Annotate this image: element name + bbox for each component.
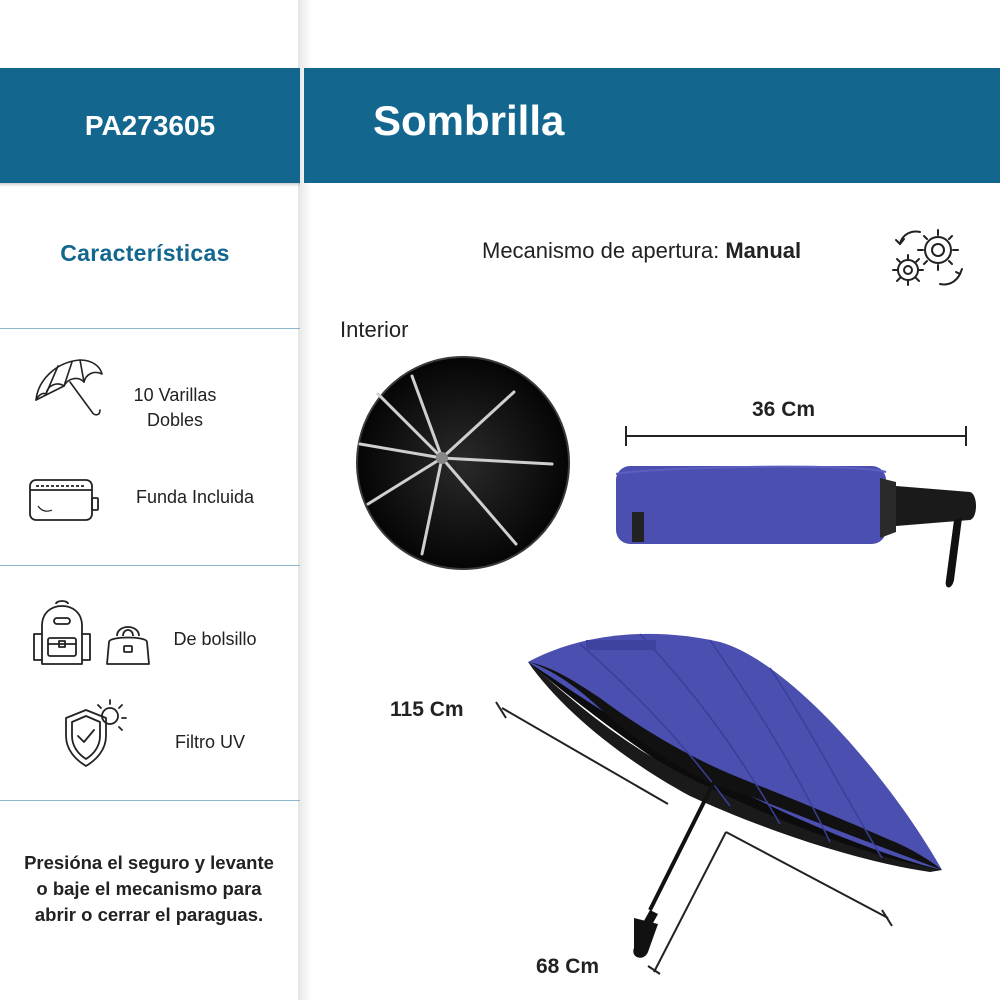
divider-1 <box>0 328 300 329</box>
uv-shield-icon <box>58 696 132 770</box>
closed-length-line <box>622 424 970 448</box>
divider-2 <box>0 565 300 566</box>
feature-ribs-line2: Dobles <box>146 410 204 430</box>
umbrella-interior-image <box>354 354 572 572</box>
backpack-icon <box>28 598 98 670</box>
closed-length-label: 36 Cm <box>752 398 816 421</box>
mechanism-label: Mecanismo de apertura: <box>482 238 726 263</box>
gears-icon <box>886 222 968 294</box>
umbrella-icon <box>28 354 106 426</box>
pouch-icon <box>28 476 100 524</box>
open-umbrella-image <box>490 628 950 978</box>
product-code: PA273605 <box>84 110 216 141</box>
height-label: 68 Cm <box>536 955 600 978</box>
instructions-text: Presióna el seguro y levante o baje el mecanismo para abrir o cerrar el paraguas. <box>24 852 274 925</box>
handbag-icon <box>103 616 153 670</box>
closed-umbrella-image <box>610 462 982 594</box>
mechanism-value: Manual <box>725 238 802 263</box>
page-title: Sombrilla <box>373 97 565 144</box>
interior-label: Interior <box>340 317 409 342</box>
diameter-label: 115 Cm <box>390 698 464 721</box>
feature-ribs-line1: 10 Varillas <box>133 385 217 405</box>
feature-pocket-label: De bolsillo <box>173 629 257 649</box>
feature-ribs-label <box>110 383 240 433</box>
feature-pouch-label: Funda Incluida <box>135 487 255 507</box>
mechanism-text <box>482 238 801 264</box>
feature-uv-label: Filtro UV <box>174 732 245 752</box>
divider-3 <box>0 800 300 801</box>
features-heading: Características <box>60 240 230 266</box>
